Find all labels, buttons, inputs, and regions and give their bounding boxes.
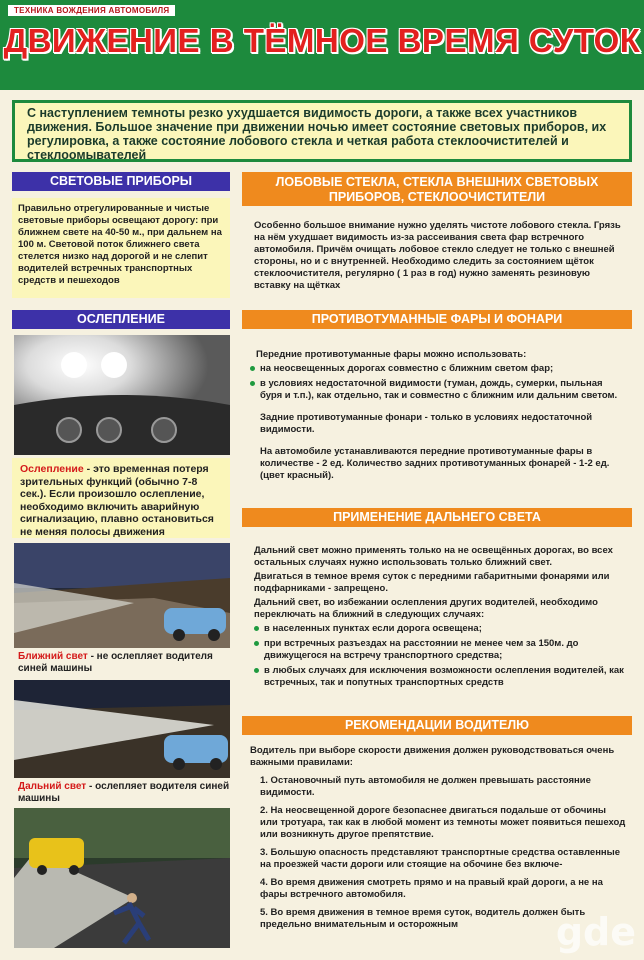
glare-text bbox=[12, 458, 230, 538]
intro-box: С наступлением темноты резко ухудшается видимость дороги, а также всех участников движения. Большое значение при движении ночью имеет состояние световых приборов, их регулировка, а также состояние лобового стекла и четкая работа стеклоочистителей и стеклоомывателей bbox=[12, 100, 632, 162]
high-beam-item: при встречных разъездах на расстоянии не менее чем за 150м. до движущегося на встречу транспортного средства; bbox=[254, 638, 626, 662]
high-beam-item: в любых случаях для исключения возможности ослепления водителей, как встречных, так и попутных транспортных средств bbox=[254, 665, 626, 689]
lights-text: Правильно отрегулированные и чистые световые приборы освещают дорогу: при ближнем свете на 40-50 м., при дальнем на 100 м. Световой поток ближнего света стелется низко над дорогой и не слепит водителей встречных транспортных средств и пешеходов bbox=[12, 198, 230, 298]
fog-item: в условиях недостаточной видимости (туман, дождь, сумерки, пыльная буря и т.п.), как отдельно, так и совместно с ближним или дальним светом. bbox=[250, 378, 626, 402]
glare-header: ОСЛЕПЛЕНИЕ bbox=[12, 310, 230, 329]
high-beam-caption bbox=[18, 781, 230, 805]
fog-section bbox=[250, 349, 626, 484]
high-beam-item: в населенных пунктах если дорога освещена; bbox=[254, 623, 626, 635]
glass-header: ЛОБОВЫЕ СТЕКЛА, СТЕКЛА ВНЕШНИХ СВЕТОВЫХ ПРИБОРОВ, СТЕКЛООЧИСТИТЕЛИ bbox=[242, 172, 632, 206]
advice-item: 3. Большую опасность представляют транспортные средства оставленные на проезжей части дороги или стоящие на обочине без включе- bbox=[260, 847, 621, 870]
advice-item: 5. Во время движения в темное время суток, водитель должен быть предельно внимательным и осторожным bbox=[260, 907, 586, 930]
advice-section bbox=[250, 745, 626, 937]
fog-intro: Передние противотуманные фары можно использовать: bbox=[256, 349, 527, 360]
high-beam-p1: Дальний свет можно применять только на не освещённых дорогах, во всех остальных случаях нужно использовать только ближний свет. bbox=[254, 545, 613, 568]
high-beam-text: - ослепляет водителя синей машины bbox=[18, 781, 230, 804]
advice-item: 2. На неосвещенной дороге безопаснее двигаться подальше от обочины или тротуара, так как в любой момент из темноты может появиться пешеход или возникнуть другое препятствие. bbox=[260, 805, 626, 840]
low-beam-term: Ближний свет bbox=[18, 651, 88, 662]
fog-item: на неосвещенных дорогах совместно с ближним светом фар; bbox=[250, 363, 626, 375]
fog-rear: Задние противотуманные фонари - только в условиях недостаточной видимости. bbox=[260, 412, 593, 435]
high-beam-photo bbox=[14, 680, 230, 778]
low-beam-text: - не ослепляет водителя синей машины bbox=[18, 651, 213, 674]
high-beam-section bbox=[254, 545, 626, 692]
page-title: ДВИЖЕНИЕ В ТЁМНОЕ ВРЕМЯ СУТОК bbox=[3, 22, 641, 59]
glare-term: Ослепление bbox=[20, 463, 84, 475]
high-beam-p2: Двигаться в темное время суток с передними габаритными фонарями или подфарниками - запрещено. bbox=[254, 571, 610, 594]
low-beam-caption bbox=[18, 651, 230, 675]
advice-header: РЕКОМЕНДАЦИИ ВОДИТЕЛЮ bbox=[242, 716, 632, 735]
glass-text: Особенно большое внимание нужно уделять чистоте лобового стекла. Грязь на нём ухудшает видимость из-за рассеивания света фар встречного автомобиля. Причём очищать лобовое стекло следует не только с внешней стороны, но и с внутренней. Необходимо следить за состоянием щёток стеклоочистителя, регулярно ( 1 раз в год) нужно заменять резиновую вставку на щётках bbox=[254, 220, 621, 291]
advice-item: 4. Во время движения смотреть прямо и на правый край дороги, а не на фары встречного автомобиля. bbox=[260, 877, 603, 900]
high-beam-header: ПРИМЕНЕНИЕ ДАЛЬНЕГО СВЕТА bbox=[242, 508, 632, 527]
lights-header: СВЕТОВЫЕ ПРИБОРЫ bbox=[12, 172, 230, 191]
high-beam-p3: Дальний свет, во избежании ослепления других водителей, необходимо переключать на ближний в следующих случаях: bbox=[254, 597, 598, 620]
fog-header: ПРОТИВОТУМАННЫЕ ФАРЫ И ФОНАРИ bbox=[242, 310, 632, 329]
advice-item: 1. Остановочный путь автомобиля не должен превышать расстояние видимости. bbox=[260, 775, 591, 798]
advice-intro: Водитель при выборе скорости движения должен руководствоваться очень важными правилами: bbox=[250, 745, 615, 768]
high-beam-term: Дальний свет bbox=[18, 781, 87, 792]
glare-photo bbox=[14, 335, 230, 455]
series-label: ТЕХНИКА ВОЖДЕНИЯ АВТОМОБИЛЯ bbox=[8, 5, 175, 16]
fog-count: На автомобиле устанавливаются передние противотуманные фары в количестве - 2 ед. Количество задних противотуманных фонарей - 1-2 ед. (цвет красный). bbox=[260, 446, 610, 481]
pedestrian-photo bbox=[14, 808, 230, 948]
glare-definition: - это временная потеря зрительных функций (обычно 7-8 сек.). Если произошло ослепление, необходимо включить аварийную сигнализацию, плавно остановиться не меняя полосы движения bbox=[20, 463, 214, 538]
watermark-logo: gde bbox=[555, 910, 636, 954]
low-beam-photo bbox=[14, 543, 230, 648]
